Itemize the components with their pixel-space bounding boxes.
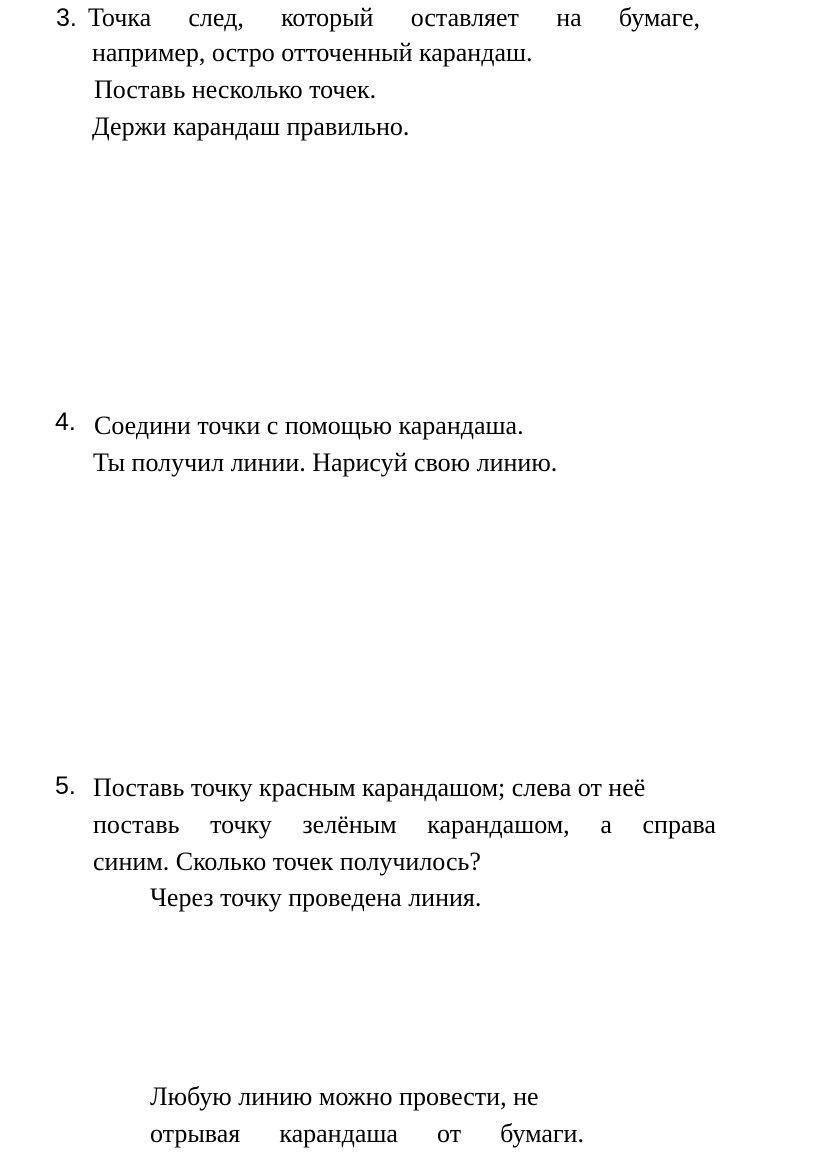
closing-line-2-word: отрывая bbox=[150, 1119, 241, 1148]
item-4-line-2: Ты получил линии. Нарисуй свою линию. bbox=[93, 448, 558, 477]
closing-line-2-word: бумаги. bbox=[500, 1119, 584, 1148]
item-3-line-1-word: бумаге, bbox=[618, 3, 700, 32]
item-5-line-4: Через точку проведена линия. bbox=[150, 883, 482, 912]
item-5-line-2-word: карандашом, bbox=[427, 810, 570, 839]
item-3-line-3: Поставь несколько точек. bbox=[94, 75, 377, 104]
item-3-line-1-word: оставляет bbox=[410, 3, 519, 32]
item-5-line-2-word: поставь bbox=[93, 810, 180, 839]
closing-line-2-word: карандаша bbox=[279, 1119, 398, 1148]
item-3-number: 3. bbox=[56, 4, 77, 32]
item-5-line-1: Поставь точку красным карандашом; слева от неё bbox=[93, 773, 646, 802]
item-5-number: 5. bbox=[55, 772, 76, 800]
item-5-line-2-word: а bbox=[600, 810, 612, 839]
item-5-line-2-word: зелёным bbox=[302, 810, 397, 839]
closing-line-1: Любую линию можно провести, не bbox=[150, 1082, 539, 1111]
item-5-line-2-word: справа bbox=[642, 810, 716, 839]
item-5-line-2 bbox=[93, 808, 716, 842]
item-3-line-4: Держи карандаш правильно. bbox=[92, 112, 410, 141]
closing-line-2-word: от bbox=[437, 1119, 462, 1148]
item-3-line-1-word: который bbox=[281, 3, 374, 32]
item-3-line-1-word: на bbox=[556, 3, 582, 32]
item-5-line-3: синим. Сколько точек получилось? bbox=[93, 847, 481, 876]
item-3-line-1 bbox=[88, 1, 700, 35]
closing-line-2 bbox=[150, 1117, 584, 1151]
item-4-line-1: Соедини точки с помощью карандаша. bbox=[94, 411, 524, 440]
item-4-number: 4. bbox=[55, 408, 76, 436]
item-3-line-1-word: Точка bbox=[88, 3, 152, 32]
item-5-line-2-word: точку bbox=[210, 810, 272, 839]
item-3-line-2: например, остро отточенный карандаш. bbox=[92, 38, 533, 67]
item-3-line-1-word: след, bbox=[188, 3, 244, 32]
